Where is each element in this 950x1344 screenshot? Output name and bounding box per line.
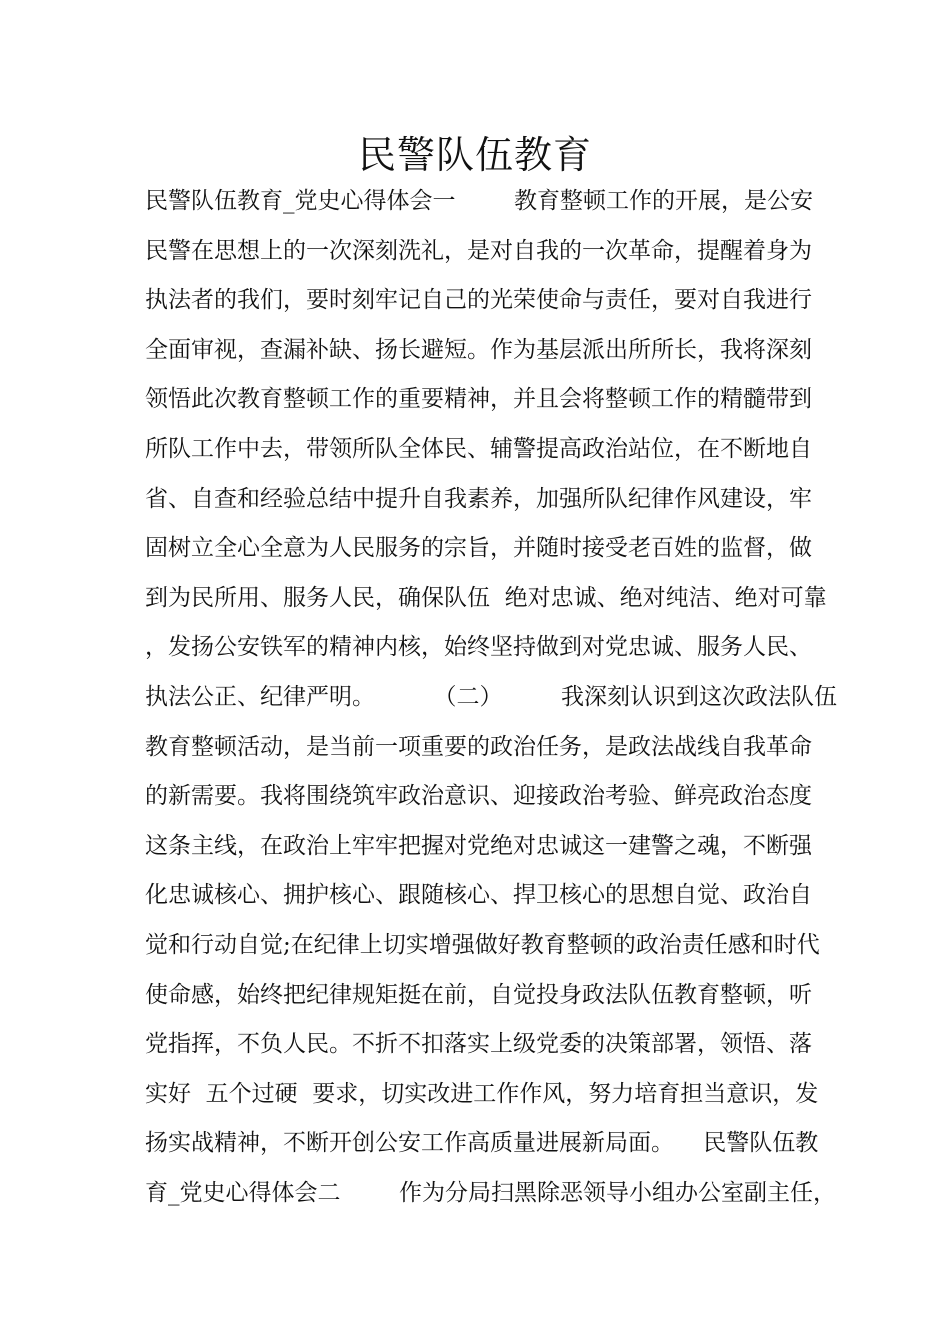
body-line: 实好 五个过硬 要求，切实改进工作作风，努力培育担当意识，发 <box>145 1080 819 1107</box>
body-line: ，发扬公安铁军的精神内核，始终坚持做到对党忠诚、服务人民、 <box>145 634 812 661</box>
body-line: 这条主线，在政治上牢牢把握对党绝对忠诚这一建警之魂，不断强 <box>145 832 812 859</box>
body-line: 执法者的我们，要时刻牢记自己的光荣使命与责任，要对自我进行 <box>145 287 812 314</box>
body-line: 全面审视，查漏补缺、扬长避短。作为基层派出所所长，我将深刻 <box>145 336 812 363</box>
body-line: 民警队伍教育_党史心得体会一 教育整顿工作的开展，是公安 <box>145 188 813 214</box>
body-line: 领悟此次教育整顿工作的重要精神，并且会将整顿工作的精髓带到 <box>145 386 812 413</box>
body-line: 固树立全心全意为人民服务的宗旨，并随时接受老百姓的监督，做 <box>145 535 812 562</box>
body-line: 党指挥，不负人民。不折不扣落实上级党委的决策部署，领悟、落 <box>145 1031 812 1058</box>
body-line: 化忠诚核心、拥护核心、跟随核心、捍卫核心的思想自觉、政治自 <box>145 882 812 909</box>
body-line: 使命感，始终把纪律规矩挺在前，自觉投身政法队伍教育整顿，听 <box>145 981 812 1008</box>
document-body <box>145 183 837 1224</box>
body-line: 扬实战精神，不断开创公安工作高质量进展新局面。 民警队伍教 <box>145 1130 819 1157</box>
body-line: 民警在思想上的一次深刻洗礼，是对自我的一次革命，提醒着身为 <box>145 237 812 264</box>
body-line: 教育整顿活动，是当前一项重要的政治任务，是政法战线自我革命 <box>145 733 812 760</box>
body-line: 省、自查和经验总结中提升自我素养，加强所队纪律作风建设，牢 <box>145 485 812 512</box>
body-line: 的新需要。我将围绕筑牢政治意识、迎接政治考验、鲜亮政治态度 <box>145 783 812 810</box>
body-line: 所队工作中去，带领所队全体民、辅警提高政治站位，在不断地自 <box>145 435 812 462</box>
body-line: 到为民所用、服务人民，确保队伍 绝对忠诚、绝对纯洁、绝对可靠 <box>145 584 827 611</box>
body-line: 执法公正、纪律严明。 （二） 我深刻认识到这次政法队伍 <box>145 683 837 710</box>
document-title: 民警队伍教育 <box>357 133 592 177</box>
body-line: 育_党史心得体会二 作为分局扫黑除恶领导小组办公室副主任， <box>145 1179 836 1206</box>
body-line: 觉和行动自觉;在纪律上切实增强做好教育整顿的政治责任感和时代 <box>145 931 820 958</box>
